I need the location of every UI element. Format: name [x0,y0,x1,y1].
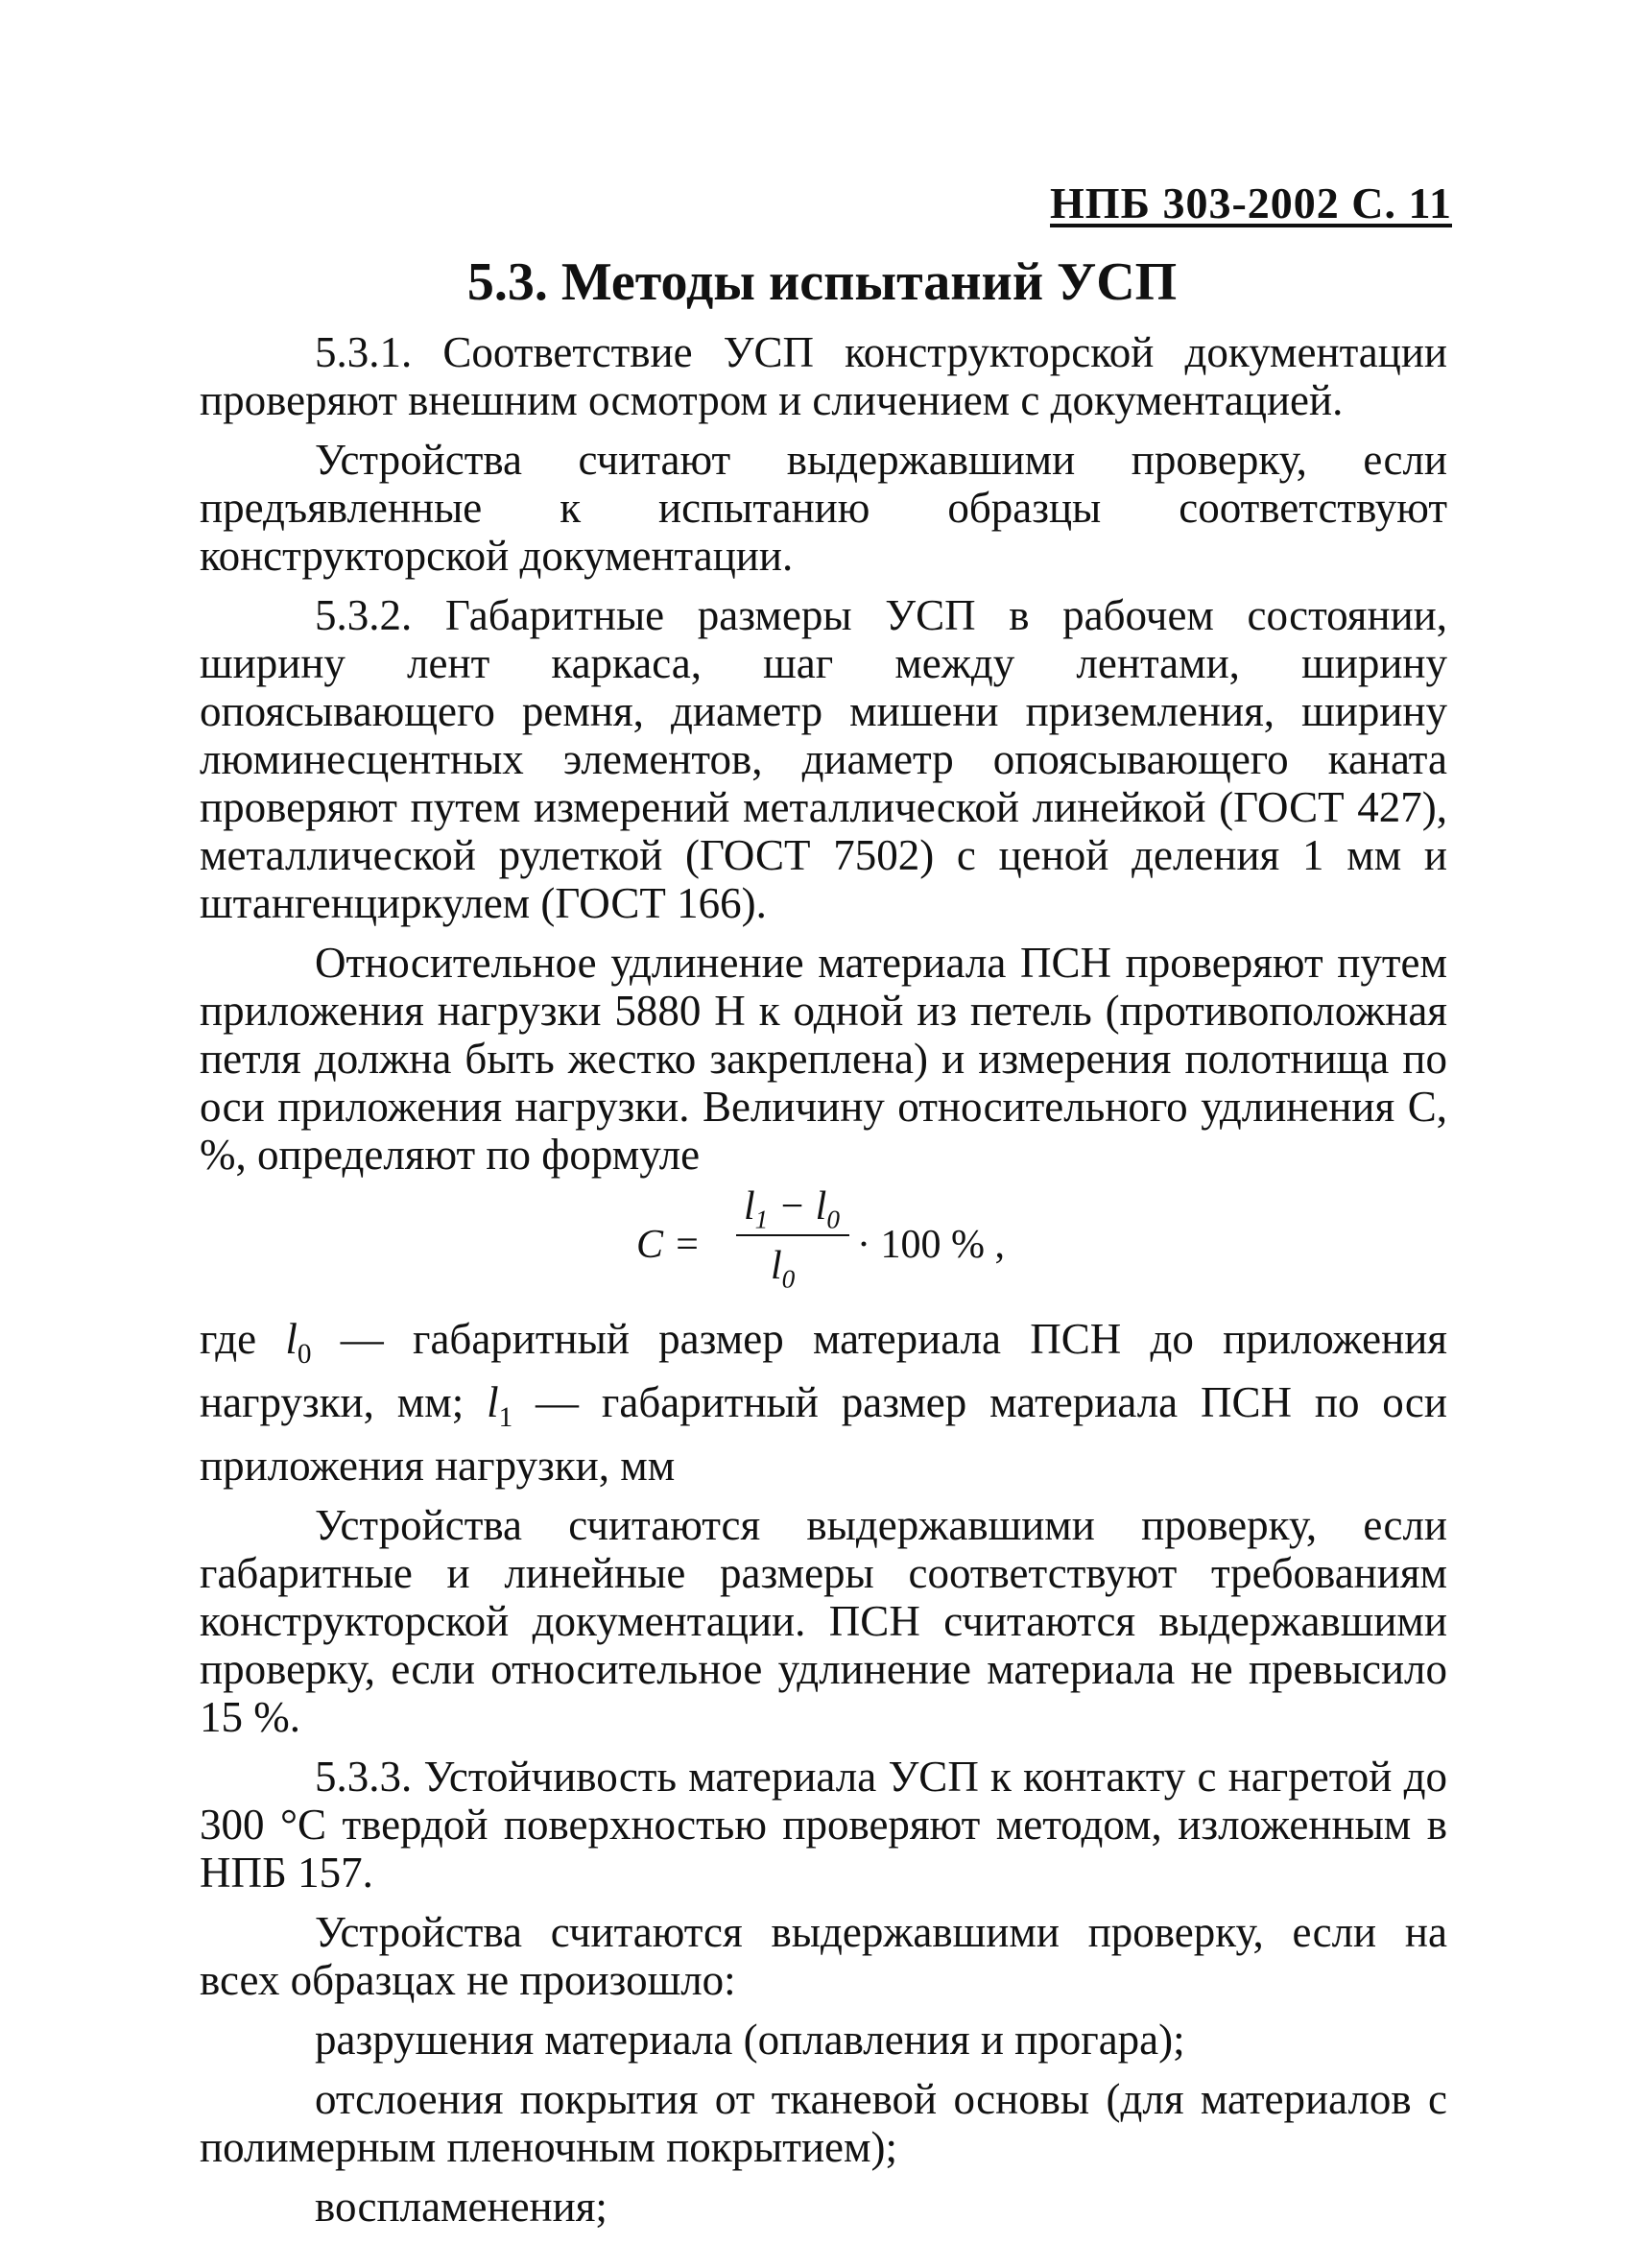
document-body [200,328,1447,2231]
paragraph-5-3-3-acceptance: Устройства считаются выдержавшими проверку, если на всех образцах не произошло: [200,1908,1447,2004]
paragraph-elongation: Относительное удлинение материала ПСН проверяют путем приложения нагрузки 5880 Н к одной из петель (противоположная петля должна быть жестко закреплена) и измерения полотнища по оси приложения нагрузки. Величину относительного удлинения С, %, определяют по формуле [200,939,1447,1179]
paragraph-variable-definitions: где $l_0$ — габаритный размер материала ПСН до приложения нагрузки, мм; $l_1$ — габаритный размер материала ПСН по оси приложения нагрузки, мм [200,1315,1447,1490]
paragraph-5-3-2: 5.3.2. Габаритные размеры УСП в рабочем состоянии, ширину лент каркаса, шаг между лентами, ширину опоясывающего ремня, диаметр мишени приземления, ширину люминесцентных элементов, диаметр опоясывающего каната проверяют путем измерений металлической линейкой (ГОСТ 427), металлической рулеткой (ГОСТ 7502) с ценой деления 1 мм и штангенциркулем (ГОСТ 166). [200,591,1447,927]
list-item: разрушения материала (оплавления и прогара); [315,2016,1185,2064]
formula-rhs: · 100 % , [857,1223,1005,1267]
formula-numerator: $l_1 - l_0$ [744,1184,840,1234]
paragraph-5-3-3: 5.3.3. Устойчивость материала УСП к контакту с нагретой до 300 °С твердой поверхностью проверяют методом, изложенным в НПБ 157. [200,1753,1447,1897]
list-item: отслоения покрытия от тканевой основы (для материалов с полимерным пленочным покрытием); [200,2075,1447,2171]
paragraph-5-3-2-acceptance: Устройства считаются выдержавшими проверку, если габаритные и линейные размеры соответствуют требованиям конструкторской документации. ПСН считаются выдержавшими проверку, если относительное удлинение материала не превысило 15 %. [200,1501,1447,1741]
paragraph-5-3-1: 5.3.1. Соответствие УСП конструкторской документации проверяют внешним осмотром и сличением с документацией. [200,328,1447,424]
list-item: воспламенения; [315,2183,608,2231]
formula-lhs: C = [636,1223,701,1267]
elongation-formula [200,1182,1447,1309]
formula-fraction-bar [736,1234,849,1236]
section-title: 5.3. Методы испытаний УСП [466,252,1178,312]
paragraph-5-3-1-acceptance: Устройства считают выдержавшими проверку, если предъявленные к испытанию образцы соответствуют конструкторской документации. [200,436,1447,580]
document-reference-header: НПБ 303-2002 С. 11 [1050,179,1452,227]
formula-denominator: $l_0$ [771,1244,796,1294]
